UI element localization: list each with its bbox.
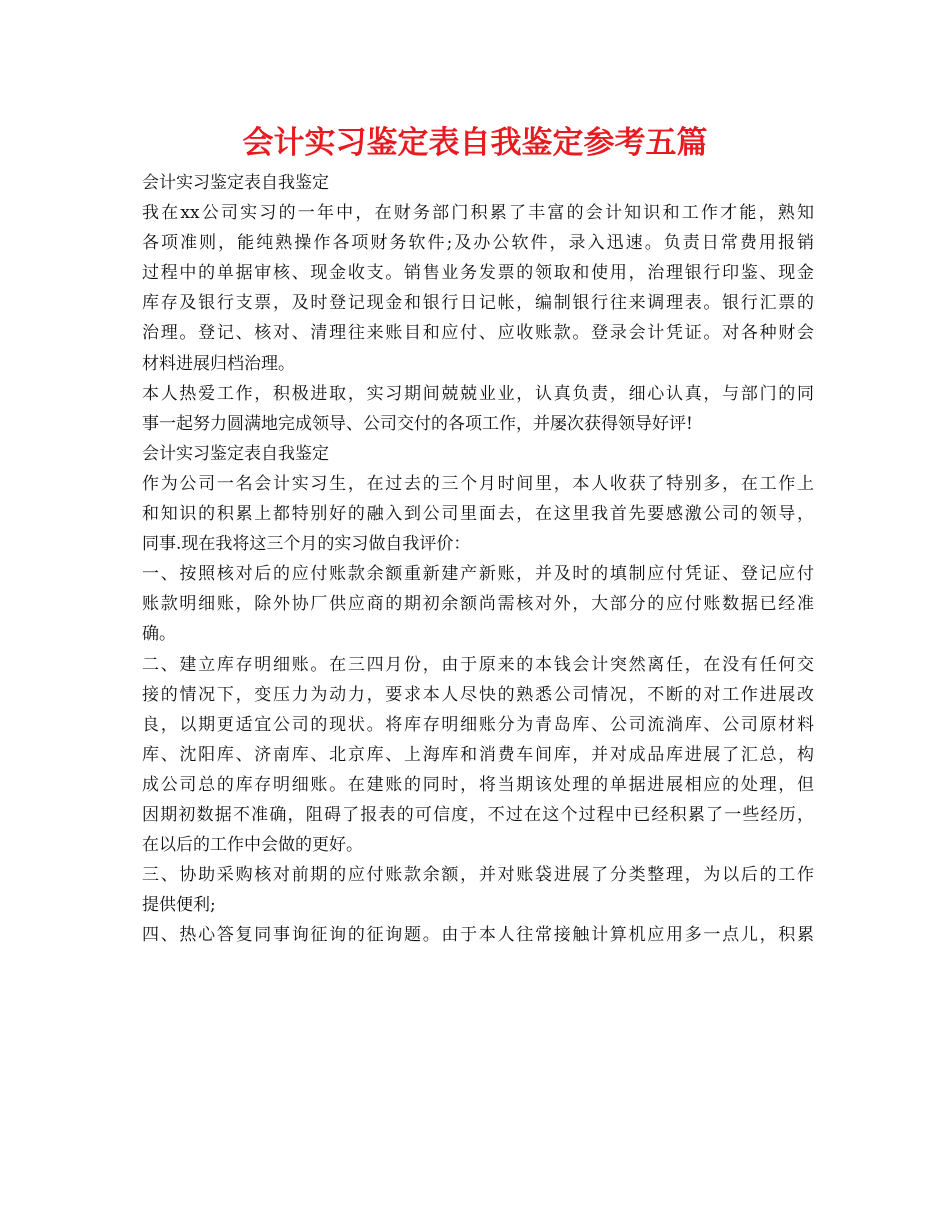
text-line: 因期初数据不准确，阻碍了报表的可信度，不过在这个过程中已经积累了一些经历， [142,804,814,825]
text-line: 治理。登记、核对、清理往来账目和应付、应收账款。登录会计凭证。对各种财会 [142,323,814,344]
text-line: 同事.现在我将这三个月的实习做自我评价： [142,534,471,555]
text-line: 事一起努力圆满地完成领导、公司交付的各项工作，并屡次获得领导好评! [142,413,693,434]
text-line: 材料进展归档治理。 [142,353,295,374]
text-line: 作为公司一名会计实习生，在过去的三个月时间里，本人收获了特别多，在工作上 [142,473,814,494]
text-line: 我在xx公司实习的一年中，在财务部门积累了丰富的会计知识和工作才能，熟知 [142,203,814,224]
document-body [142,168,814,950]
text-line: 一、按照核对后的应付账款余额重新建产新账，并及时的填制应付凭证、登记应付 [142,564,814,585]
text-line: 各项准则，能纯熟操作各项财务软件;及办公软件，录入迅速。负责日常费用报销 [142,233,814,254]
text-line: 和知识的积累上都特别好的融入到公司里面去，在这里我首先要感激公司的领导， [142,504,814,525]
text-line: 账款明细账，除外协厂供应商的期初余额尚需核对外，大部分的应付账数据已经准 [142,594,814,615]
text-line: 在以后的工作中会做的更好。 [142,835,363,856]
text-line: 接的情况下，变压力为动力，要求本人尽快的熟悉公司情况，不断的对工作进展改 [142,684,814,705]
text-line: 四、热心答复同事询征询的征询题。由于本人往常接触计算机应用多一点儿，积累 [142,925,814,946]
text-line: 会计实习鉴定表自我鉴定 [142,443,329,464]
text-line: 库、沈阳库、济南库、北京库、上海库和消费车间库，并对成品库进展了汇总，构 [142,744,814,765]
text-line: 会计实习鉴定表自我鉴定 [142,173,329,193]
text-line: 良，以期更适宜公司的现状。将库存明细账分为青岛库、公司流淌库、公司原材料 [142,714,814,735]
text-line: 本人热爱工作，积极进取，实习期间兢兢业业，认真负责，细心认真，与部门的同 [142,383,814,404]
text-line: 过程中的单据审核、现金收支。销售业务发票的领取和使用，治理银行印鉴、现金 [142,263,814,284]
text-line: 二、建立库存明细账。在三四月份，由于原来的本钱会计突然离任，在没有任何交 [142,654,814,675]
document-title: 会计实习鉴定表自我鉴定参考五篇 [242,125,708,161]
text-line: 确。 [142,624,176,645]
text-line: 成公司总的库存明细账。在建账的同时，将当期该处理的单据进展相应的处理，但 [142,774,814,795]
text-line: 三、协助采购核对前期的应付账款余额，并对账袋进展了分类整理，为以后的工作 [142,865,814,886]
text-line: 库存及银行支票，及时登记现金和银行日记帐，编制银行往来调理表。银行汇票的 [142,293,814,314]
text-line: 提供便利; [142,895,216,916]
